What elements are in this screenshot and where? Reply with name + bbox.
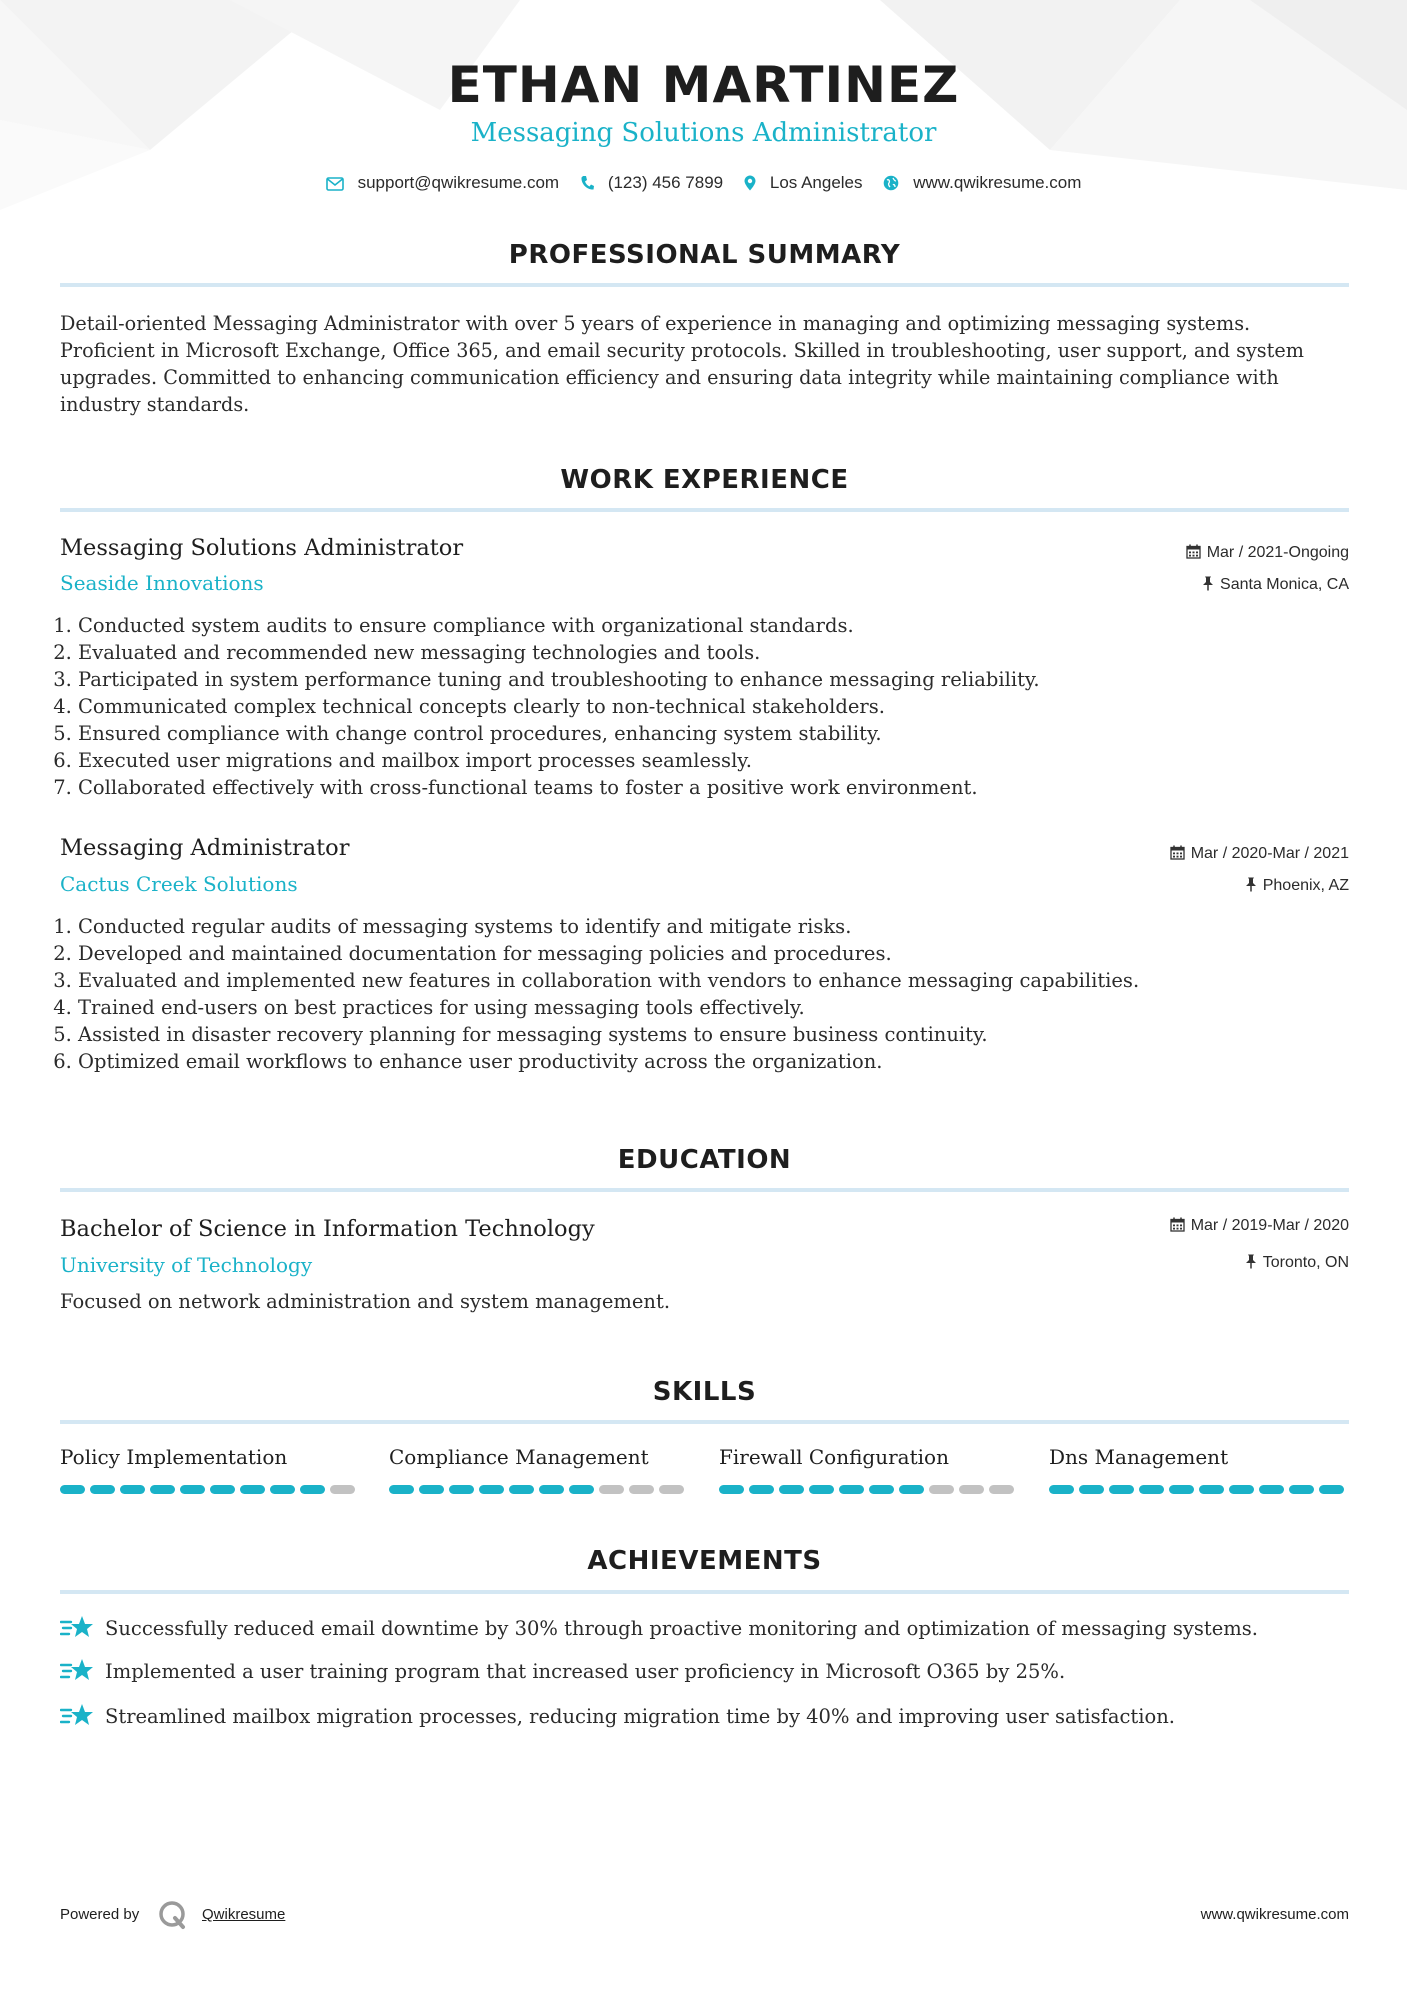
calendar-icon xyxy=(1186,544,1201,559)
skill-name: Policy Implementation xyxy=(60,1445,288,1469)
summary-text: Detail-oriented Messaging Administrator with over 5 years of experience in managing and optimizing messaging systems. Proficient in Microsoft Exchange, Office 365, and email security protocols. Skilled in troubleshooting, user support, and system upgrades. Committed to enhancing communication efficiency and ensuring data integrity while maintaining compliance with industry standards. xyxy=(60,312,1304,416)
skill-segment-empty xyxy=(629,1485,654,1494)
achievements-divider xyxy=(60,1590,1349,1594)
skill-item xyxy=(1049,1445,1349,1469)
list-item: 4. Trained end-users on best practices for using messaging tools effectively. xyxy=(78,994,1367,1021)
skill-segment-filled xyxy=(1079,1485,1104,1494)
skills-divider xyxy=(60,1420,1349,1424)
envelope-icon xyxy=(326,177,344,191)
skill-level-bar xyxy=(1049,1485,1349,1494)
globe-icon xyxy=(883,175,899,191)
skill-segment-filled xyxy=(1229,1485,1254,1494)
skill-segment-filled xyxy=(150,1485,175,1494)
education-description: Focused on network administration and system management. xyxy=(60,1290,671,1313)
qwikresume-link[interactable]: Qwikresume xyxy=(202,1906,286,1923)
skill-segment-empty xyxy=(599,1485,624,1494)
skill-item xyxy=(389,1445,689,1469)
list-item: 5. Ensured compliance with change control procedures, enhancing system stability. xyxy=(78,720,1367,747)
job-dates-text: Mar / 2021-Ongoing xyxy=(1206,544,1349,561)
list-item: 2. Evaluated and recommended new messaging technologies and tools. xyxy=(78,639,1367,666)
education-heading: EDUCATION xyxy=(617,1145,792,1175)
skill-name: Compliance Management xyxy=(389,1445,649,1469)
education-location xyxy=(1245,1254,1349,1272)
summary-heading: PROFESSIONAL SUMMARY xyxy=(508,240,901,270)
job-company: Cactus Creek Solutions xyxy=(60,872,298,896)
skill-item xyxy=(60,1445,360,1469)
skill-segment-filled xyxy=(1289,1485,1314,1494)
shooting-star-icon xyxy=(60,1701,94,1731)
skill-segment-filled xyxy=(509,1485,534,1494)
skill-segment-empty xyxy=(659,1485,684,1494)
candidate-title: Messaging Solutions Administrator xyxy=(470,118,937,148)
skill-segment-filled xyxy=(1139,1485,1164,1494)
map-pin-icon xyxy=(744,175,756,191)
job-company: Seaside Innovations xyxy=(60,571,264,595)
list-item: 1. Conducted system audits to ensure compliance with organizational standards. xyxy=(78,612,1367,639)
job-location xyxy=(1245,877,1349,895)
skill-segment-empty xyxy=(929,1485,954,1494)
summary-divider xyxy=(60,283,1349,287)
job-dates-text: Mar / 2020-Mar / 2021 xyxy=(1190,845,1349,862)
education-degree: Bachelor of Science in Information Technology xyxy=(60,1216,595,1242)
skill-segment-filled xyxy=(90,1485,115,1494)
skill-segment-filled xyxy=(449,1485,474,1494)
list-item: 6. Executed user migrations and mailbox import processes seamlessly. xyxy=(78,747,1367,774)
contact-email[interactable] xyxy=(326,173,560,193)
job-bullets xyxy=(60,612,1367,801)
footer-website[interactable]: www.qwikresume.com xyxy=(1200,1906,1349,1923)
contact-location xyxy=(744,173,863,193)
skill-segment-empty xyxy=(959,1485,984,1494)
list-item: 3. Participated in system performance tuning and troubleshooting to enhance messaging reliability. xyxy=(78,666,1367,693)
calendar-icon xyxy=(1170,845,1185,860)
contact-bar xyxy=(0,173,1407,193)
skill-segment-filled xyxy=(779,1485,804,1494)
pushpin-icon xyxy=(1202,576,1214,591)
skill-level-bar xyxy=(719,1485,1019,1494)
skill-segment-empty xyxy=(989,1485,1014,1494)
skills-heading: SKILLS xyxy=(652,1377,757,1407)
shooting-star-icon xyxy=(60,1656,94,1686)
skill-level-bar xyxy=(389,1485,689,1494)
skill-segment-filled xyxy=(240,1485,265,1494)
job-location xyxy=(1202,576,1349,594)
education-school: University of Technology xyxy=(60,1253,313,1277)
skill-segment-filled xyxy=(180,1485,205,1494)
skill-segment-filled xyxy=(1169,1485,1194,1494)
candidate-name: ETHAN MARTINEZ xyxy=(447,56,960,114)
skill-segment-filled xyxy=(60,1485,85,1494)
list-item: 3. Evaluated and implemented new features in collaboration with vendors to enhance messaging capabilities. xyxy=(78,967,1367,994)
job-title: Messaging Administrator xyxy=(60,835,350,861)
experience-divider xyxy=(60,508,1349,512)
skill-segment-filled xyxy=(120,1485,145,1494)
list-item: 1. Conducted regular audits of messaging systems to identify and mitigate risks. xyxy=(78,913,1367,940)
contact-phone-text: (123) 456 7899 xyxy=(607,173,724,192)
list-item: 2. Developed and maintained documentation for messaging policies and procedures. xyxy=(78,940,1367,967)
powered-by-label: Powered by xyxy=(60,1906,140,1923)
skill-segment-filled xyxy=(479,1485,504,1494)
skill-segment-filled xyxy=(719,1485,744,1494)
list-item: 7. Collaborated effectively with cross-functional teams to foster a positive work environment. xyxy=(78,774,1367,801)
skill-segment-filled xyxy=(749,1485,774,1494)
contact-location-text: Los Angeles xyxy=(769,173,863,192)
education-divider xyxy=(60,1188,1349,1192)
achievements-heading: ACHIEVEMENTS xyxy=(587,1546,822,1576)
job-location-text: Phoenix, AZ xyxy=(1262,877,1349,894)
skill-segment-filled xyxy=(389,1485,414,1494)
skill-segment-filled xyxy=(1319,1485,1344,1494)
job-location-text: Santa Monica, CA xyxy=(1220,576,1349,593)
skill-segment-filled xyxy=(1109,1485,1134,1494)
education-dates-text: Mar / 2019-Mar / 2020 xyxy=(1190,1217,1349,1234)
skill-segment-filled xyxy=(539,1485,564,1494)
skill-segment-filled xyxy=(210,1485,235,1494)
calendar-icon xyxy=(1170,1217,1185,1232)
skill-segment-filled xyxy=(899,1485,924,1494)
skill-segment-filled xyxy=(839,1485,864,1494)
contact-email-text: support@qwikresume.com xyxy=(357,173,560,192)
list-item: 6. Optimized email workflows to enhance user productivity across the organization. xyxy=(78,1048,1367,1075)
contact-website[interactable] xyxy=(883,173,1081,193)
qwikresume-logo-icon xyxy=(158,1900,188,1930)
experience-heading: WORK EXPERIENCE xyxy=(560,465,849,495)
skill-segment-filled xyxy=(1199,1485,1224,1494)
shooting-star-icon xyxy=(60,1613,94,1643)
skill-segment-filled xyxy=(1049,1485,1074,1494)
education-dates xyxy=(1170,1217,1349,1235)
skill-level-bar xyxy=(60,1485,360,1494)
skill-segment-filled xyxy=(869,1485,894,1494)
phone-icon xyxy=(580,175,594,191)
list-item: 4. Communicated complex technical concepts clearly to non-technical stakeholders. xyxy=(78,693,1367,720)
job-dates xyxy=(1170,845,1349,863)
job-bullets xyxy=(60,913,1367,1075)
pushpin-icon xyxy=(1245,877,1257,892)
skill-segment-filled xyxy=(569,1485,594,1494)
education-location-text: Toronto, ON xyxy=(1262,1254,1349,1271)
skill-segment-empty xyxy=(330,1485,355,1494)
job-dates xyxy=(1186,544,1349,562)
achievement-text: Streamlined mailbox migration processes, reducing migration time by 40% and improving user satisfaction. xyxy=(105,1705,1175,1728)
achievement-text: Successfully reduced email downtime by 30% through proactive monitoring and optimization of messaging systems. xyxy=(105,1617,1258,1640)
skill-segment-filled xyxy=(300,1485,325,1494)
skill-segment-filled xyxy=(419,1485,444,1494)
contact-phone[interactable] xyxy=(580,173,723,193)
skill-segment-filled xyxy=(809,1485,834,1494)
achievement-text: Implemented a user training program that increased user proficiency in Microsoft O365 by 25%. xyxy=(105,1660,1066,1683)
skill-item xyxy=(719,1445,1019,1469)
contact-website-text: www.qwikresume.com xyxy=(913,173,1082,192)
job-title: Messaging Solutions Administrator xyxy=(60,535,464,561)
list-item: 5. Assisted in disaster recovery planning for messaging systems to ensure business continuity. xyxy=(78,1021,1367,1048)
pushpin-icon xyxy=(1245,1254,1257,1269)
skill-name: Firewall Configuration xyxy=(719,1445,949,1469)
skill-segment-filled xyxy=(270,1485,295,1494)
skill-segment-filled xyxy=(1259,1485,1284,1494)
skill-name: Dns Management xyxy=(1049,1445,1229,1469)
